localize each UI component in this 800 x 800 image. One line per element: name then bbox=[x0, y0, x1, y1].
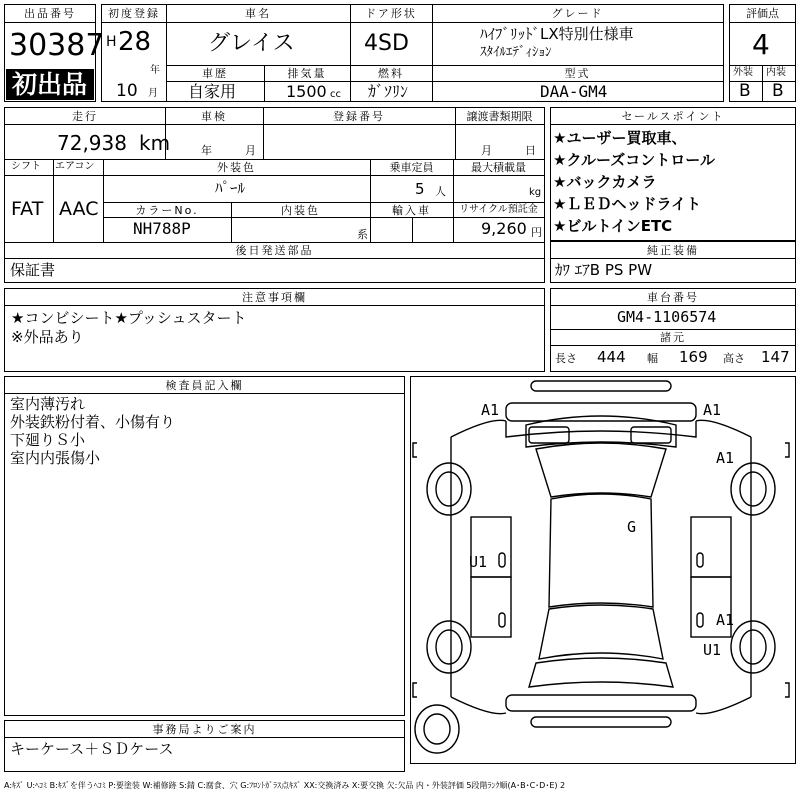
damage-mark: U1 bbox=[469, 553, 488, 571]
grade-line1: ﾊｲﾌﾞﾘｯﾄﾞLX特別仕様車 bbox=[480, 25, 634, 43]
legend: A:ｷｽﾞ U:ﾍｺﾐ B:ｷｽﾞを伴うﾍｺﾐ P:要塗装 W:補修跡 S:錆 C:腐食、穴 G:ﾌﾛﾝﾄｶﾞﾗｽ点ｷｽﾞ XX:交換済み X:要交換 欠:欠品 内・外装評価 5段階ﾗﾝｸ順(A･B･C･D･E) 2 bbox=[4, 781, 566, 790]
door-label: ドア形状 bbox=[365, 7, 417, 20]
score-label: 評価点 bbox=[746, 7, 779, 20]
office-value: キーケース＋ＳＤケース bbox=[10, 740, 174, 758]
transfer-month-unit: 月 bbox=[481, 144, 492, 157]
width-label: 幅 bbox=[647, 352, 658, 365]
selling-point-item: ★ユーザー買取車、 bbox=[553, 129, 687, 147]
reg-no-label: 登録番号 bbox=[333, 110, 385, 123]
import-label: 輸入車 bbox=[392, 204, 431, 217]
ext-score-label: 外装 bbox=[733, 67, 753, 78]
inspector-line: 外装鉄粉付着、小傷有り bbox=[10, 413, 176, 431]
first-reg-label: 初度登録 bbox=[108, 7, 160, 20]
notes-box bbox=[4, 288, 545, 372]
int-score: B bbox=[772, 81, 784, 101]
recycle-label: リサイクル預託金 bbox=[459, 204, 538, 215]
inspection-label: 車検 bbox=[201, 110, 227, 123]
chassis-label: 車台番号 bbox=[647, 291, 699, 304]
chassis-value: GM4-1106574 bbox=[617, 308, 717, 326]
interior-color-label: 内装色 bbox=[281, 204, 320, 217]
damage-mark: G bbox=[627, 518, 637, 536]
color-no-value: NH788P bbox=[133, 219, 191, 238]
selling-points-label: セールスポイント bbox=[621, 110, 725, 123]
length-value: 444 bbox=[597, 348, 626, 366]
car-name: グレイス bbox=[208, 31, 295, 56]
first-reg-era: H bbox=[106, 34, 117, 50]
damage-mark: A1 bbox=[703, 401, 722, 419]
selling-point-item: ★ＬＥＤヘッドライト bbox=[553, 195, 701, 213]
car-diagram-box bbox=[410, 376, 796, 764]
inspector-label: 検査員記入欄 bbox=[165, 379, 244, 392]
capacity-unit: 人 bbox=[435, 185, 446, 198]
exterior-color-label: 外装色 bbox=[217, 161, 256, 174]
inspection-month-unit: 月 bbox=[245, 144, 256, 157]
fuel-value: ｶﾞｿﾘﾝ bbox=[368, 82, 409, 101]
shift-value: FAT bbox=[11, 198, 44, 220]
lot-number: 30387 bbox=[9, 28, 105, 63]
displacement-value: 1500 bbox=[286, 82, 327, 101]
height-value: 147 bbox=[761, 348, 790, 366]
interior-color-unit: 系 bbox=[357, 228, 368, 241]
damage-mark: A1 bbox=[481, 401, 500, 419]
car-diagram bbox=[411, 377, 795, 763]
later-parts-label: 後日発送部品 bbox=[235, 244, 314, 257]
inspection-year-unit: 年 bbox=[201, 144, 212, 157]
selling-point-item: ★クルーズコントロール bbox=[553, 151, 715, 169]
dimensions-label: 諸元 bbox=[660, 331, 686, 344]
capacity-value: 5 bbox=[415, 180, 425, 198]
model-value: DAA-GM4 bbox=[540, 82, 608, 101]
office-label: 事務局よりご案内 bbox=[152, 723, 257, 736]
mileage-value: 72,938 bbox=[57, 131, 127, 155]
office-box bbox=[4, 720, 405, 772]
displacement-unit: cc bbox=[330, 89, 341, 100]
transfer-label: 譲渡書類期限 bbox=[466, 110, 533, 123]
selling-point-item: ★ビルトインETC bbox=[553, 217, 673, 235]
transfer-day-unit: 日 bbox=[525, 144, 536, 157]
ext-score: B bbox=[739, 81, 751, 101]
damage-mark: U1 bbox=[703, 641, 722, 659]
car-name-label: 車名 bbox=[245, 7, 271, 20]
color-no-label: カラーNo. bbox=[135, 204, 199, 217]
chassis-box bbox=[550, 288, 796, 372]
selling-point-item: ★バックカメラ bbox=[553, 173, 657, 191]
equipment-box bbox=[550, 241, 796, 283]
score-box bbox=[729, 4, 796, 102]
recycle-unit: 円 bbox=[531, 226, 542, 239]
inspector-line: 下廻りＳ小 bbox=[10, 431, 86, 449]
height-label: 高さ bbox=[723, 352, 745, 365]
fuel-label: 燃料 bbox=[378, 67, 404, 80]
door-value: 4SD bbox=[364, 31, 409, 56]
recycle-value: 9,260 bbox=[481, 219, 527, 238]
mileage-unit: km bbox=[139, 131, 171, 155]
first-listing-badge: 初出品 bbox=[6, 69, 94, 100]
lot-number-label: 出品番号 bbox=[24, 7, 76, 20]
history-label: 車歴 bbox=[202, 67, 228, 80]
lot-number-box bbox=[4, 4, 105, 102]
header-grid bbox=[101, 4, 724, 102]
aircon-value: AAC bbox=[59, 198, 99, 220]
first-reg-month: 10 bbox=[116, 81, 138, 101]
shift-label: シフト bbox=[11, 161, 41, 172]
max-load-label: 最大積載量 bbox=[471, 161, 526, 174]
damage-mark: A1 bbox=[716, 611, 735, 629]
later-parts-value: 保証書 bbox=[10, 261, 56, 279]
grade-label: グレード bbox=[551, 7, 604, 20]
mileage-label: 走行 bbox=[72, 110, 98, 123]
history-value: 自家用 bbox=[188, 82, 237, 101]
inspector-line: 室内内張傷小 bbox=[10, 449, 101, 467]
first-reg-year-unit: 年 bbox=[150, 65, 160, 76]
displacement-label: 排気量 bbox=[287, 67, 327, 80]
model-label: 型式 bbox=[564, 67, 591, 80]
int-score-label: 内装 bbox=[766, 67, 786, 78]
inspector-line: 室内薄汚れ bbox=[10, 395, 86, 413]
grade-line2: ｽﾀｲﾙｴﾃﾞｨｼｮﾝ bbox=[480, 45, 552, 60]
equipment-value: ｶﾜ ｴｱB PS PW bbox=[555, 261, 653, 279]
first-reg-year: 28 bbox=[118, 27, 152, 57]
inspector-box bbox=[4, 376, 405, 716]
details-grid bbox=[4, 107, 545, 283]
note-line: ※外品あり bbox=[11, 328, 84, 346]
aircon-label: エアコン bbox=[55, 161, 95, 172]
length-label: 長さ bbox=[555, 352, 577, 365]
exterior-color-value: ﾊﾟｰﾙ bbox=[215, 179, 246, 197]
max-load-unit: kg bbox=[529, 187, 542, 198]
score-value: 4 bbox=[752, 28, 770, 61]
notes-label: 注意事項欄 bbox=[242, 291, 307, 304]
capacity-label: 乗車定員 bbox=[389, 161, 434, 174]
note-line: ★コンビシート★プッシュスタート bbox=[11, 309, 247, 327]
first-reg-month-unit: 月 bbox=[148, 88, 158, 99]
width-value: 169 bbox=[679, 348, 708, 366]
equipment-label: 純正装備 bbox=[647, 244, 699, 257]
selling-points-box bbox=[550, 107, 796, 241]
damage-mark: A1 bbox=[716, 449, 735, 467]
